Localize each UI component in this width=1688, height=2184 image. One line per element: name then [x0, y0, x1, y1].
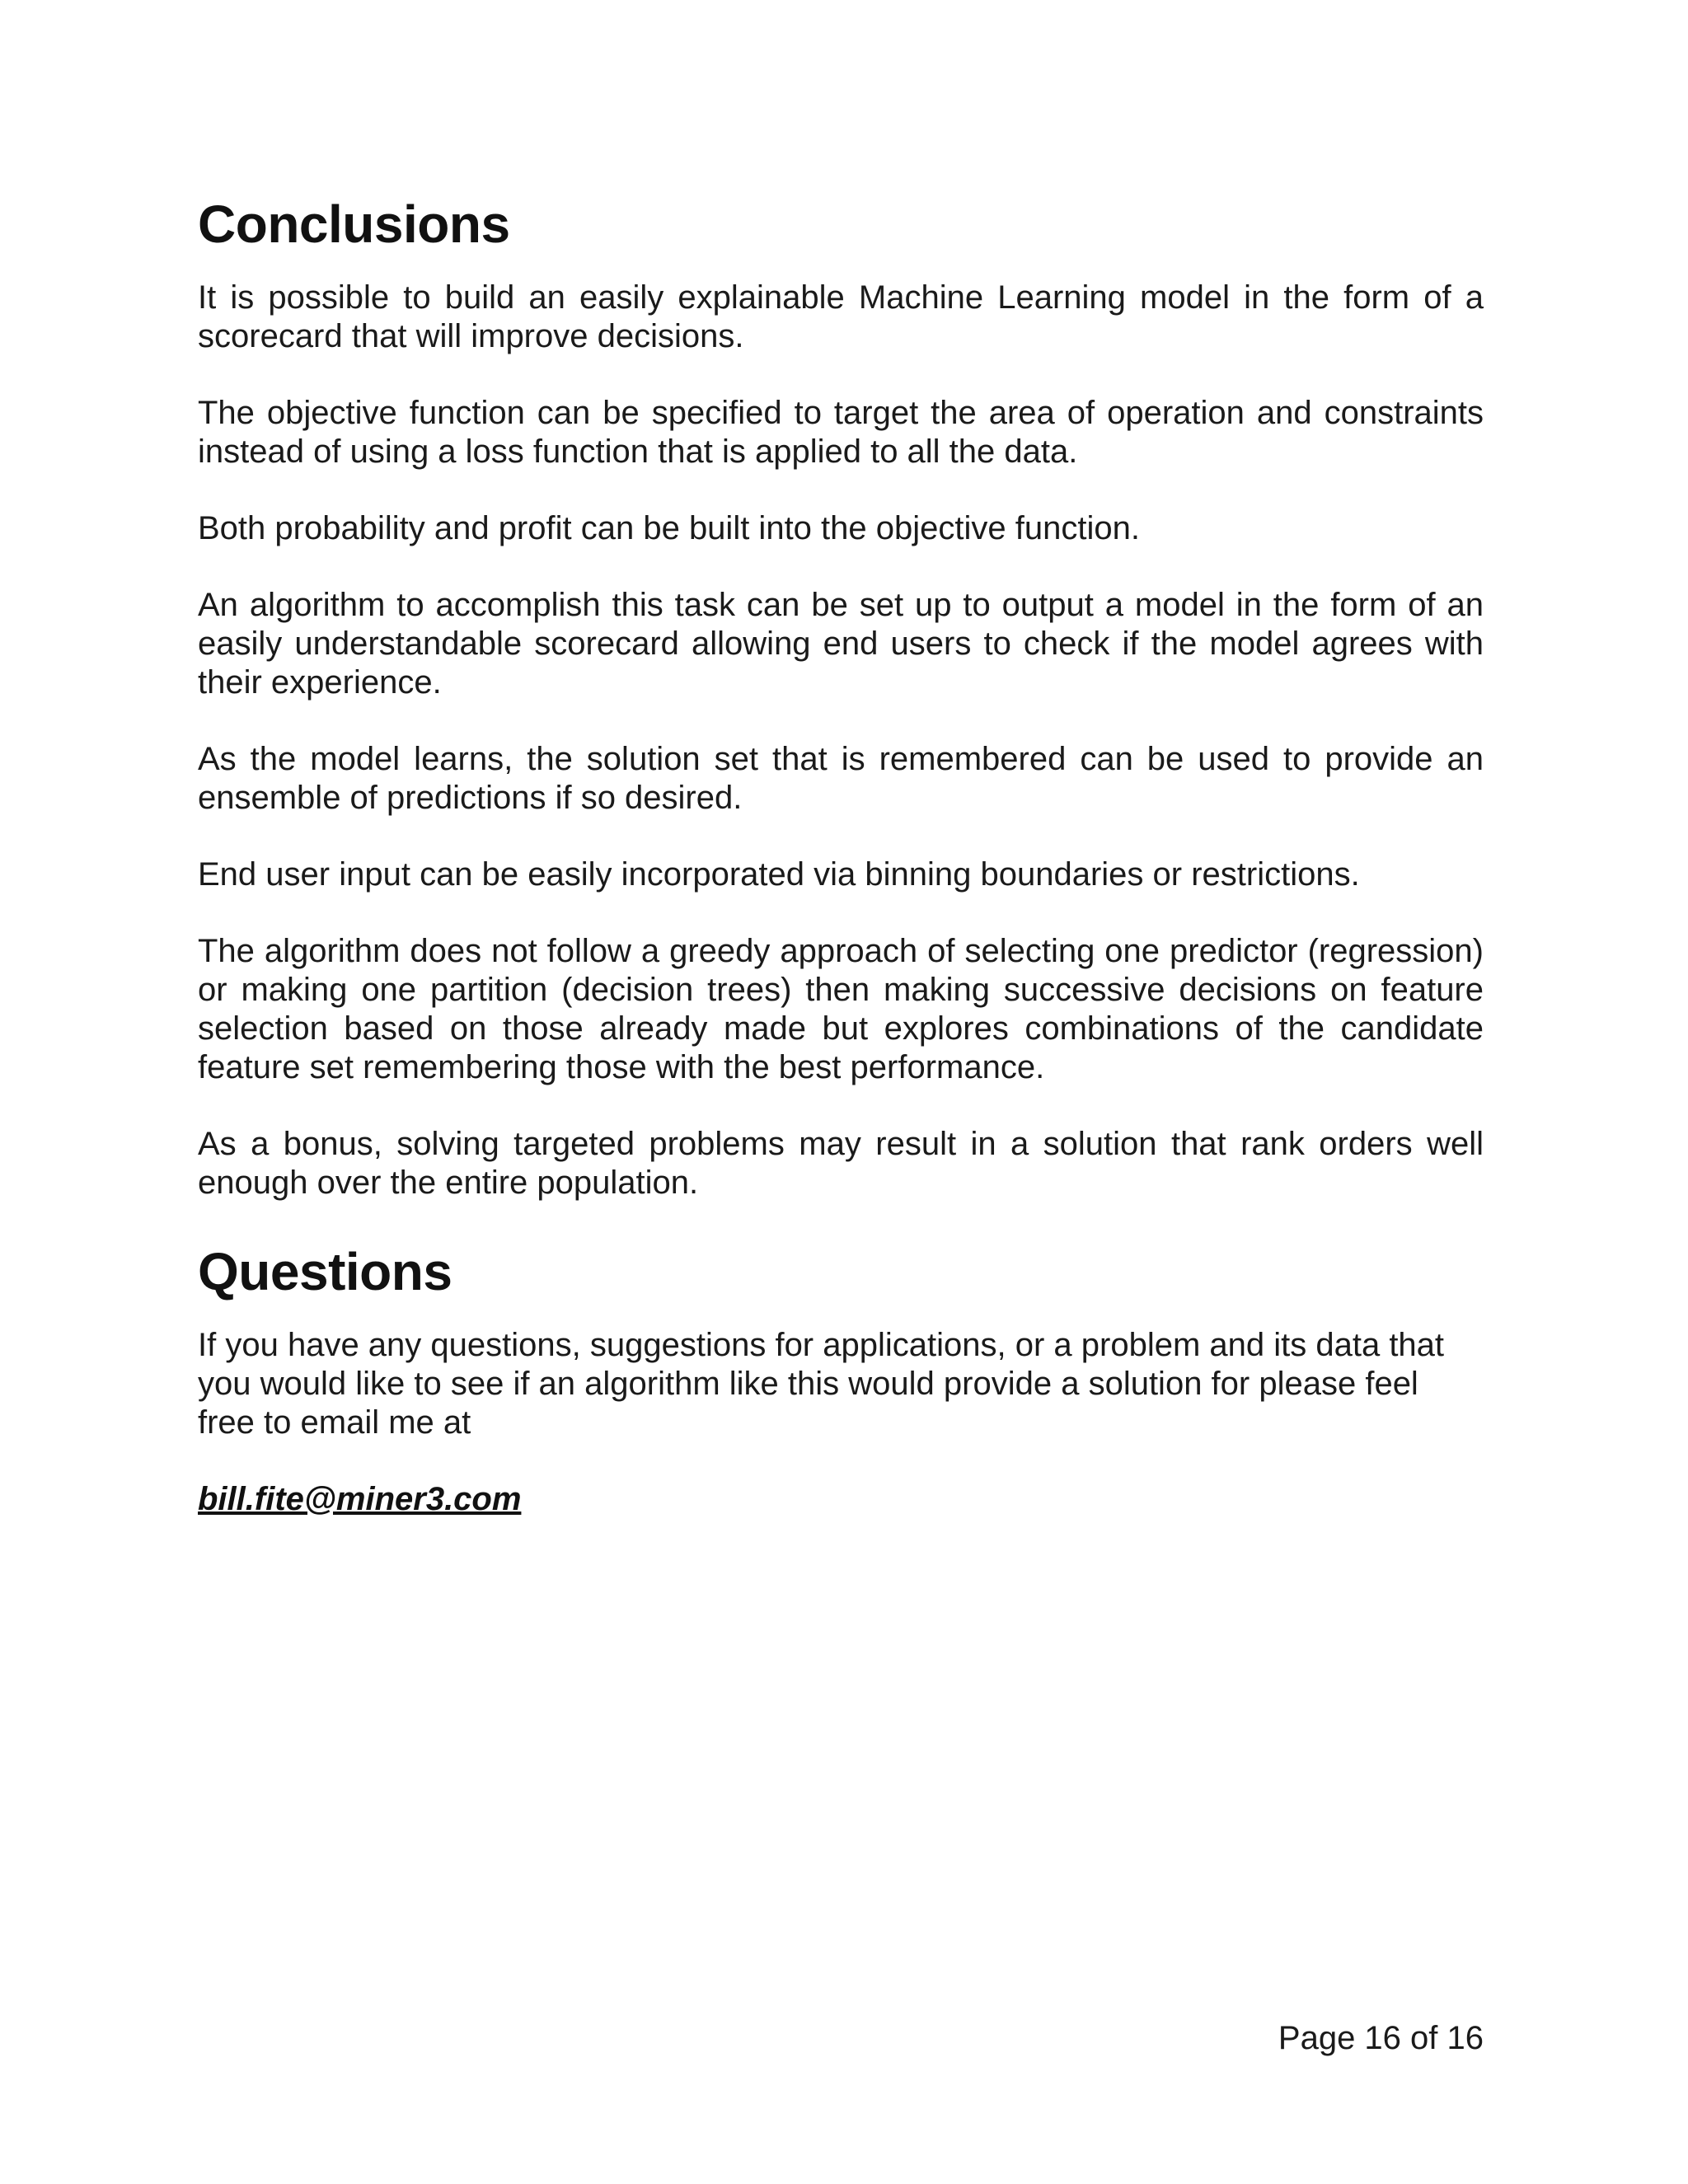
conclusions-heading: Conclusions: [198, 194, 510, 254]
conclusion-paragraph: As a bonus, solving targeted problems may result in a solution that rank orders well enough over the entire population.: [198, 1126, 1484, 1201]
conclusion-paragraph: It is possible to build an easily explainable Machine Learning model in the form of a scorecard that will improve decisions.: [198, 279, 1484, 354]
email-link[interactable]: bill.fite@miner3.com: [198, 1481, 522, 1517]
conclusion-paragraph: As the model learns, the solution set that is remembered can be used to provide an ensemble of predictions if so desired.: [198, 741, 1484, 816]
questions-heading: Questions: [198, 1242, 452, 1301]
conclusion-paragraph: The algorithm does not follow a greedy approach of selecting one predictor (regression) or making one partition (decision trees) then making successive decisions on feature selection based on those already made but explores combinations of the candidate feature set remembering those with the best performance.: [198, 933, 1484, 1085]
page-number: Page 16 of 16: [1278, 2020, 1484, 2056]
conclusion-paragraph: The objective function can be specified to target the area of operation and constraints instead of using a loss function that is applied to all the data.: [198, 395, 1484, 470]
conclusion-paragraph: End user input can be easily incorporated via binning boundaries or restrictions.: [198, 856, 1360, 893]
questions-paragraph: If you have any questions, suggestions for applications, or a problem and its data that you would like to see if an algorithm like this would provide a solution for please feel free to email me at: [198, 1327, 1445, 1441]
conclusion-paragraph: An algorithm to accomplish this task can be set up to output a model in the form of an easily understandable scorecard allowing end users to check if the model agrees with their experience.: [198, 587, 1484, 701]
page-content: [198, 194, 1484, 1519]
conclusion-paragraph: Both probability and profit can be built into the objective function.: [198, 510, 1140, 546]
